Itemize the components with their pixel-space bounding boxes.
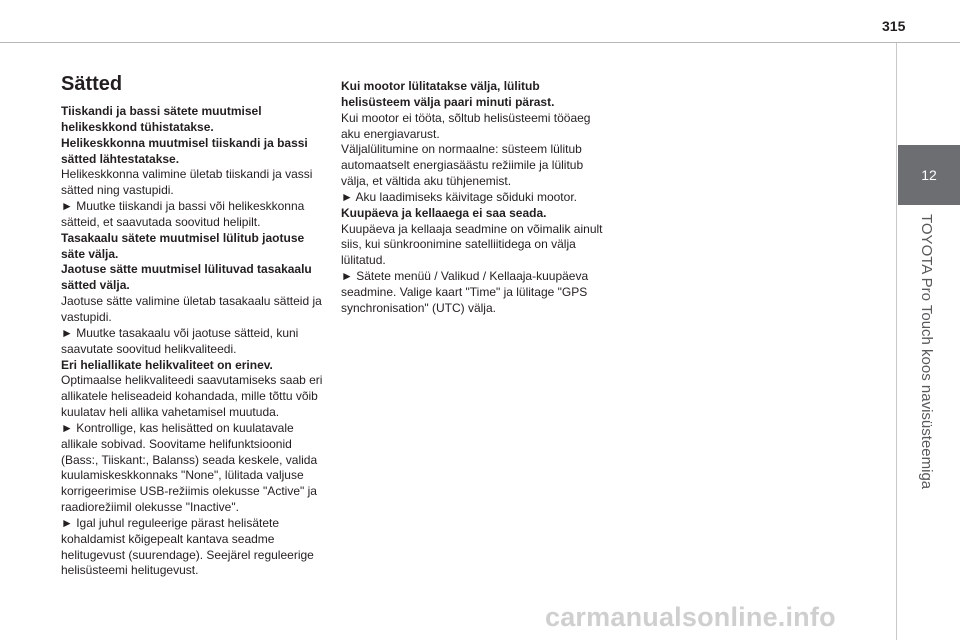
right-column <box>341 79 606 317</box>
paragraph: Jaotuse sätte valimine ületab tasakaalu sätteid ja vastupidi. <box>61 294 322 324</box>
page-number: 315 <box>882 18 906 34</box>
paragraph: Optimaalse helikvaliteedi saavutamiseks saab eri allikatele heliseadeid kohandada, mille tõttu võib kuulatav heli allika vahetamisel muutuda. <box>61 373 323 420</box>
side-divider <box>896 43 897 640</box>
chapter-title: TOYOTA Pro Touch koos navisüsteemiga <box>918 214 935 490</box>
paragraph: Kui mootor lülitatakse välja, lülitub helisüsteem välja paari minuti pärast. <box>341 79 555 109</box>
paragraph: Tiiskandi ja bassi sätete muutmisel helikeskkond tühistatakse. <box>61 104 262 134</box>
paragraph: ► Kontrollige, kas helisätted on kuulatavale allikale sobivad. Soovitame helifunktsioonid (Bass:, Tiiskant:, Balanss) seada keskele, valida kuulamiskeskkonnaks "None", lülitada valjuse korrigeerimise USB-režiimis olekusse "Active" ja raadiorežiimil olekusse "Inactive". <box>61 420 318 515</box>
section-heading: Sätted <box>61 73 123 95</box>
paragraph: ► Sätete menüü / Valikud / Kellaaja-kuupäeva seadmine. Valige kaart "Time" ja lülitage "GPS synchronisation" (UTC) välja. <box>341 269 589 315</box>
left-column <box>61 104 326 579</box>
paragraph: Helikeskkonna valimine ületab tiiskandi ja vassi sätted ning vastupidi. <box>61 167 313 198</box>
paragraph: Väljalülitumine on normaalne: süsteem lülitub automaatselt energiasäästu režiimile ja lülitub välja, et vältida aku tühjenemist. <box>341 142 584 189</box>
paragraph: ► Igal juhul reguleerige pärast helisätete kohaldamist kõigepealt kantava seadme helitugevust (suurendage). Seejärel reguleerige helisüsteemi helitugevust. <box>61 515 314 578</box>
chapter-tab <box>898 145 960 205</box>
paragraph: Tasakaalu sätete muutmisel lülitub jaotuse säte välja. <box>61 230 305 261</box>
header-divider <box>0 42 960 43</box>
paragraph: Kuupäeva ja kellaaega ei saa seada. <box>341 205 547 220</box>
paragraph: Kuupäeva ja kellaaja seadmine on võimalik ainult siis, kui sünkroonimine satelliitidega on välja lülitatud. <box>341 221 603 268</box>
paragraph: Eri heliallikate helikvaliteet on erinev. <box>61 357 273 372</box>
paragraph: ► Muutke tiiskandi ja bassi või helikeskkonna sätteid, et saavutada soovitud helipilt. <box>61 199 305 229</box>
chapter-number: 12 <box>921 167 937 183</box>
paragraph: ► Muutke tasakaalu või jaotuse sätteid, kuni saavutate soovitud helikvaliteedi. <box>61 325 299 356</box>
paragraph: Jaotuse sätte muutmisel lülituvad tasakaalu sätted välja. <box>61 262 312 293</box>
watermark: carmanualsonline.info <box>545 602 836 632</box>
paragraph: ► Aku laadimiseks käivitage sõiduki mootor. <box>341 189 577 204</box>
paragraph: Kui mootor ei tööta, sõltub helisüsteemi tööaeg aku energiavarust. <box>341 110 591 141</box>
paragraph: Helikeskkonna muutmisel tiiskandi ja bassi sätted lähtestatakse. <box>61 135 308 166</box>
